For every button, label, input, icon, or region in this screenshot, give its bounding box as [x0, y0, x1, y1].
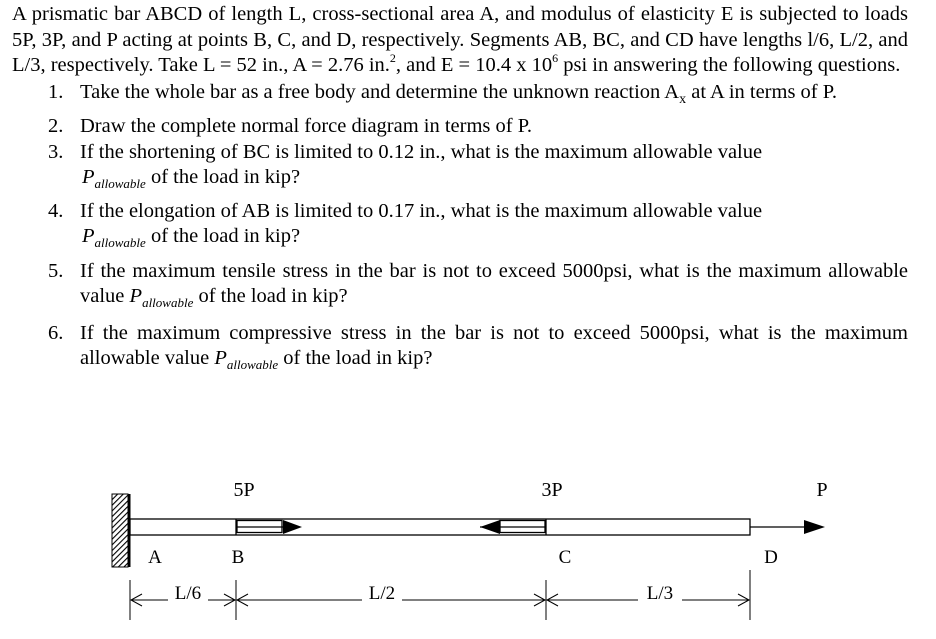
question-text: Draw the complete normal force diagram in terms of P. [80, 115, 532, 138]
question-text-main: If the maximum compressive stress in the bar is not to exceed 5000psi, what is the maximum allowable value [80, 321, 908, 370]
question-number: 2. [48, 115, 64, 138]
question-number: 5. [48, 259, 64, 282]
question-text-after: of the load in kip? [193, 285, 348, 308]
p-variable: P [82, 225, 95, 248]
point-label-d: D [764, 547, 778, 568]
dim-label-ab: L/6 [174, 583, 202, 604]
load-label-c: 3P [541, 479, 563, 501]
allowable-subscript: allowable [226, 357, 279, 373]
load-label-d: P [816, 479, 828, 501]
intro-text-2: , and E = 10.4 x 10 [395, 54, 553, 76]
question-number: 6. [48, 321, 64, 344]
question-text-after: at A in terms of P. [686, 80, 838, 103]
load-arrow-b [236, 519, 302, 535]
question-text-after: of the load in kip? [278, 347, 433, 370]
question-number: 3. [48, 140, 64, 163]
dim-label-bc: L/2 [368, 583, 396, 604]
area-exponent: 2 [389, 51, 396, 65]
question-text-after: of the load in kip? [145, 225, 301, 248]
point-label-a: A [148, 547, 162, 568]
reaction-subscript: x [679, 91, 687, 107]
load-arrow-c [480, 519, 546, 535]
p-variable: P [214, 347, 227, 370]
wall-hatch [112, 494, 128, 567]
allowable-subscript: allowable [94, 235, 146, 251]
allowable-subscript: allowable [142, 295, 194, 311]
question-text-main: Take the whole bar as a free body and determine the unknown reaction A [80, 80, 680, 103]
p-variable: P [82, 166, 95, 189]
wall-support [112, 494, 129, 567]
question-text-main: If the elongation of AB is limited to 0.17 in., what is the maximum allowable value [80, 199, 763, 222]
load-label-b: 5P [233, 479, 255, 501]
point-label-b: B [231, 547, 245, 568]
p-variable: P [129, 285, 143, 308]
question-number: 1. [48, 80, 64, 103]
question-text-main: If the maximum tensile stress in the bar is not to exceed 5000psi, what is the maximum allowable value [80, 259, 908, 308]
modulus-exponent: 6 [552, 51, 559, 65]
question-number: 4. [48, 199, 64, 222]
intro-text: A prismatic bar ABCD of length L, cross-sectional area A, and modulus of elasticity E is subjected to loads 5P, 3P, and P acting at points B, C, and D, respectively. Segments AB, BC, and CD have lengths l/6, L/2, and L/3, respectively. Take L = 52 in., A = 2.76 in. [12, 3, 908, 76]
point-label-c: C [558, 547, 572, 568]
load-arrow-d [750, 520, 825, 534]
question-text-after: of the load in kip? [145, 166, 301, 189]
intro-text-3: psi in answering the following questions. [558, 54, 901, 76]
allowable-subscript: allowable [94, 176, 146, 192]
prismatic-bar [130, 519, 750, 535]
question-text-main: If the shortening of BC is limited to 0.12 in., what is the maximum allowable value [80, 140, 763, 163]
dim-label-cd: L/3 [646, 583, 674, 604]
